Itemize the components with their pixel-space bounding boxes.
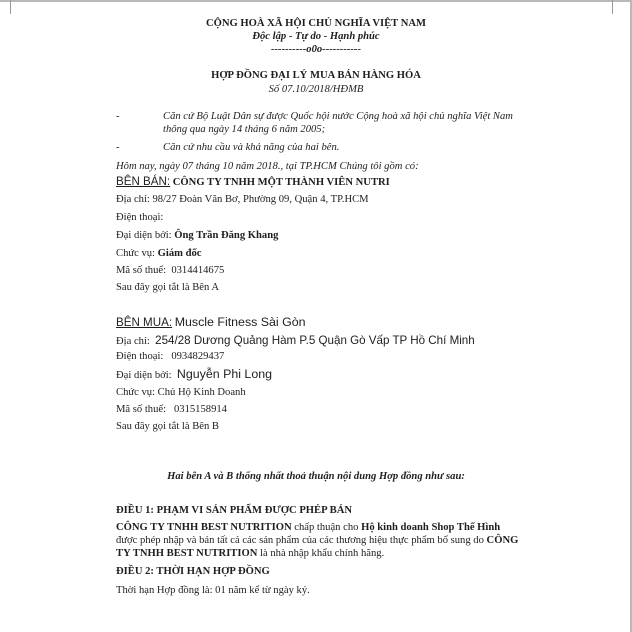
buyer-tax-label: Mã số thuế:	[116, 404, 167, 415]
basis-needs: Căn cứ nhu cầu và khả năng của hai bên.	[163, 142, 340, 153]
buyer-address: 254/28 Dương Quảng Hàm P.5 Quận Gò Vấp TP Hồ Chí Minh	[155, 334, 475, 347]
article1-line2-text: được phép nhập và bán tất cả các sản phẩm của các thương hiệu thực phẩm bổ sung do	[116, 535, 487, 546]
seller-address-label: Địa chỉ:	[116, 194, 150, 205]
motto: Độc lập - Tự do - Hạnh phúc	[252, 31, 380, 42]
buyer-alias: Sau đây gọi tắt là Bên B	[116, 421, 219, 432]
article1-company2: CÔNG	[486, 535, 519, 546]
bullet-dash: -	[116, 142, 120, 153]
buyer-phone-label: Điện thoại:	[116, 351, 164, 362]
header-divider: ----------o0o-----------	[271, 44, 361, 55]
seller-position-label: Chức vụ:	[116, 248, 155, 259]
bullet-dash: -	[116, 111, 120, 122]
seller-address: 98/27 Đoàn Văn Bơ, Phường 09, Quận 4, TP.HCM	[152, 194, 369, 205]
seller-position: Giám đốc	[157, 248, 202, 259]
seller-tax: 0314414675	[171, 265, 225, 276]
seller-rep: Ông Trần Đăng Khang	[174, 230, 279, 241]
buyer-address-row	[116, 334, 475, 348]
article1-title: ĐIỀU 1: PHẠM VI SẢN PHẨM ĐƯỢC PHÉP BÁN	[116, 505, 353, 516]
buyer-phone: 0934829437	[171, 351, 225, 362]
seller-tax-row	[116, 264, 224, 277]
buyer-position-label: Chức vụ:	[116, 387, 155, 398]
buyer-phone-row	[116, 350, 224, 363]
article1-line3-rest: là nhà nhập khẩu chính hãng.	[257, 548, 385, 559]
buyer-tax: 0315158914	[173, 404, 227, 415]
seller-position-row	[116, 247, 202, 260]
scan-mark-right	[612, 0, 613, 14]
seller-rep-row	[116, 229, 278, 242]
seller-rep-label: Đại diện bởi:	[116, 230, 172, 241]
article1-company: CÔNG TY TNHH BEST NUTRITION	[116, 522, 292, 533]
intro-line: Hôm nay, ngày 07 tháng 10 năm 2018., tại TP.HCM Chúng tôi gồm có:	[116, 161, 419, 172]
scan-border-top	[0, 0, 632, 2]
buyer-rep-label: Đại diện bởi:	[116, 370, 172, 381]
article2-title: ĐIỀU 2: THỜI HẠN HỢP ĐỒNG	[116, 566, 270, 577]
buyer-name: Muscle Fitness Sài Gòn	[174, 315, 306, 329]
article1-line3	[116, 547, 384, 560]
article1-text-a: chấp thuận cho	[291, 522, 362, 533]
seller-name: CÔNG TY TNHH MỘT THÀNH VIÊN NUTRI	[172, 177, 390, 188]
buyer-tax-row	[116, 403, 227, 416]
seller-phone-label: Điện thoại:	[116, 212, 164, 223]
seller-alias: Sau đây gọi tắt là Bên A	[116, 282, 219, 293]
article1-company3: TY TNHH BEST NUTRITION	[116, 548, 258, 559]
article1-line2	[116, 534, 518, 547]
article1-shop: Hộ kinh doanh Shop Thể Hình	[361, 522, 501, 533]
republic-header: CỘNG HOÀ XÃ HỘI CHỦ NGHĨA VIỆT NAM	[205, 18, 427, 29]
contract-title: HỢP ĐỒNG ĐẠI LÝ MUA BÁN HÀNG HÓA	[211, 70, 421, 81]
buyer-position: Chủ Hộ Kinh Doanh	[157, 387, 246, 398]
buyer-label: BÊN MUA:	[116, 316, 173, 329]
scan-mark-left	[10, 0, 11, 14]
buyer-heading	[116, 316, 306, 330]
article1-line1	[116, 521, 500, 534]
article2-text: Thời hạn Hợp đồng là: 01 năm kể từ ngày ký.	[116, 585, 310, 596]
buyer-rep: Nguyễn Phi Long	[176, 367, 272, 381]
seller-heading	[116, 175, 390, 189]
seller-label: BÊN BÁN:	[116, 175, 171, 188]
contract-number: Số 07.10/2018/HĐMB	[268, 84, 364, 95]
seller-address-row	[116, 193, 369, 206]
buyer-rep-row	[116, 368, 272, 382]
seller-tax-label: Mã số thuế:	[116, 265, 167, 276]
buyer-position-row	[116, 386, 246, 399]
agreement-statement: Hai bên A và B thống nhất thoả thuận nội dung Hợp đồng như sau:	[167, 471, 465, 482]
buyer-address-label: Địa chỉ:	[116, 336, 150, 347]
basis-law-line2: thông qua ngày 14 tháng 6 năm 2005;	[163, 124, 326, 135]
basis-law-line1: Căn cứ Bộ Luật Dân sự được Quốc hội nước Cộng hoà xã hội chủ nghĩa Việt Nam	[163, 111, 513, 122]
